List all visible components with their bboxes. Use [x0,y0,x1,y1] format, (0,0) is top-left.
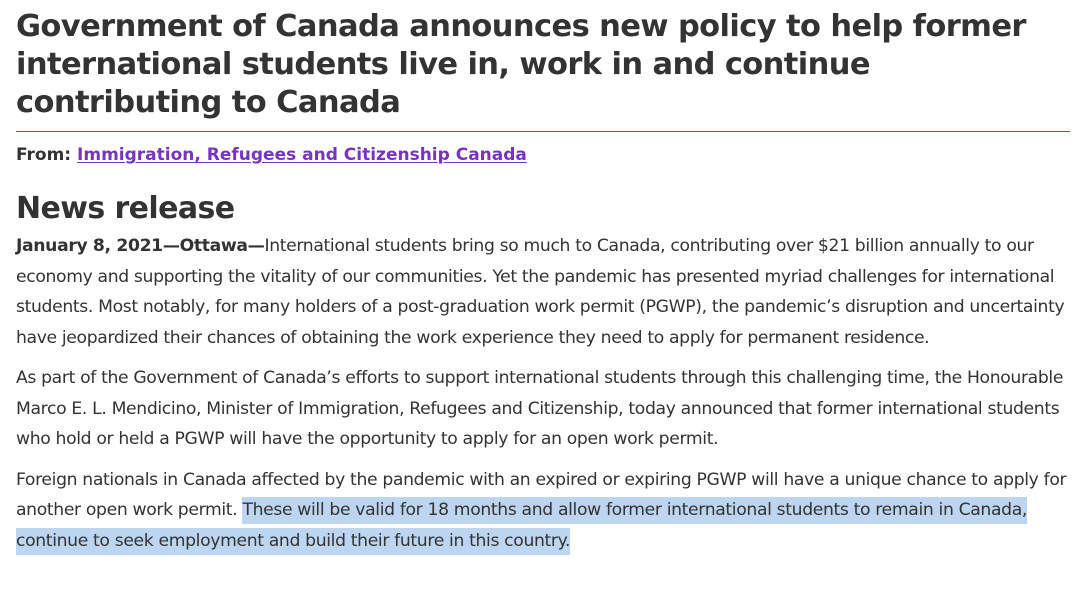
dateline: January 8, 2021—Ottawa— [16,236,265,256]
from-label: From: [16,145,72,165]
title-divider [16,131,1070,132]
paragraph-text: Foreign nationals in Canada affected by the pandemic with an expired or expiring PGWP will have a unique chance to apply for another open work permit. [16,469,1067,520]
department-link[interactable]: Immigration, Refugees and Citizenship Canada [77,145,527,165]
selected-text-highlight[interactable]: These will be valid for 18 months and allow former international students to remain in Canada, continue to seek employment and build their future in this country. [16,497,1027,555]
paragraph-open-work-permit [16,465,1070,557]
paragraph-lead-text: International students bring so much to Canada, contributing over $21 billion annually to our economy and supporting the vitality of our communities. Yet the pandemic has presented myriad challenges for international students. Most notably, for many holders of a post-graduation work permit (PGWP), the pandemic’s disruption and uncertainty have jeopardized their chances of obtaining the work experience they need to apply for permanent residence. [16,236,1065,348]
from-line [16,143,1064,167]
paragraph-announcement: As part of the Government of Canada’s efforts to support international students through this challenging time, the Honourable Marco E. L. Mendicino, Minister of Immigration, Refugees and Citizenship, today announced that former international students who hold or held a PGWP will have the opportunity to apply for an open work permit. [16,368,1064,449]
page-title: Government of Canada announces new policy to help former international students live in, work in and continue contributing to Canada [16,9,1026,120]
section-heading: News release [16,191,235,226]
paragraph-lead [16,231,1070,353]
